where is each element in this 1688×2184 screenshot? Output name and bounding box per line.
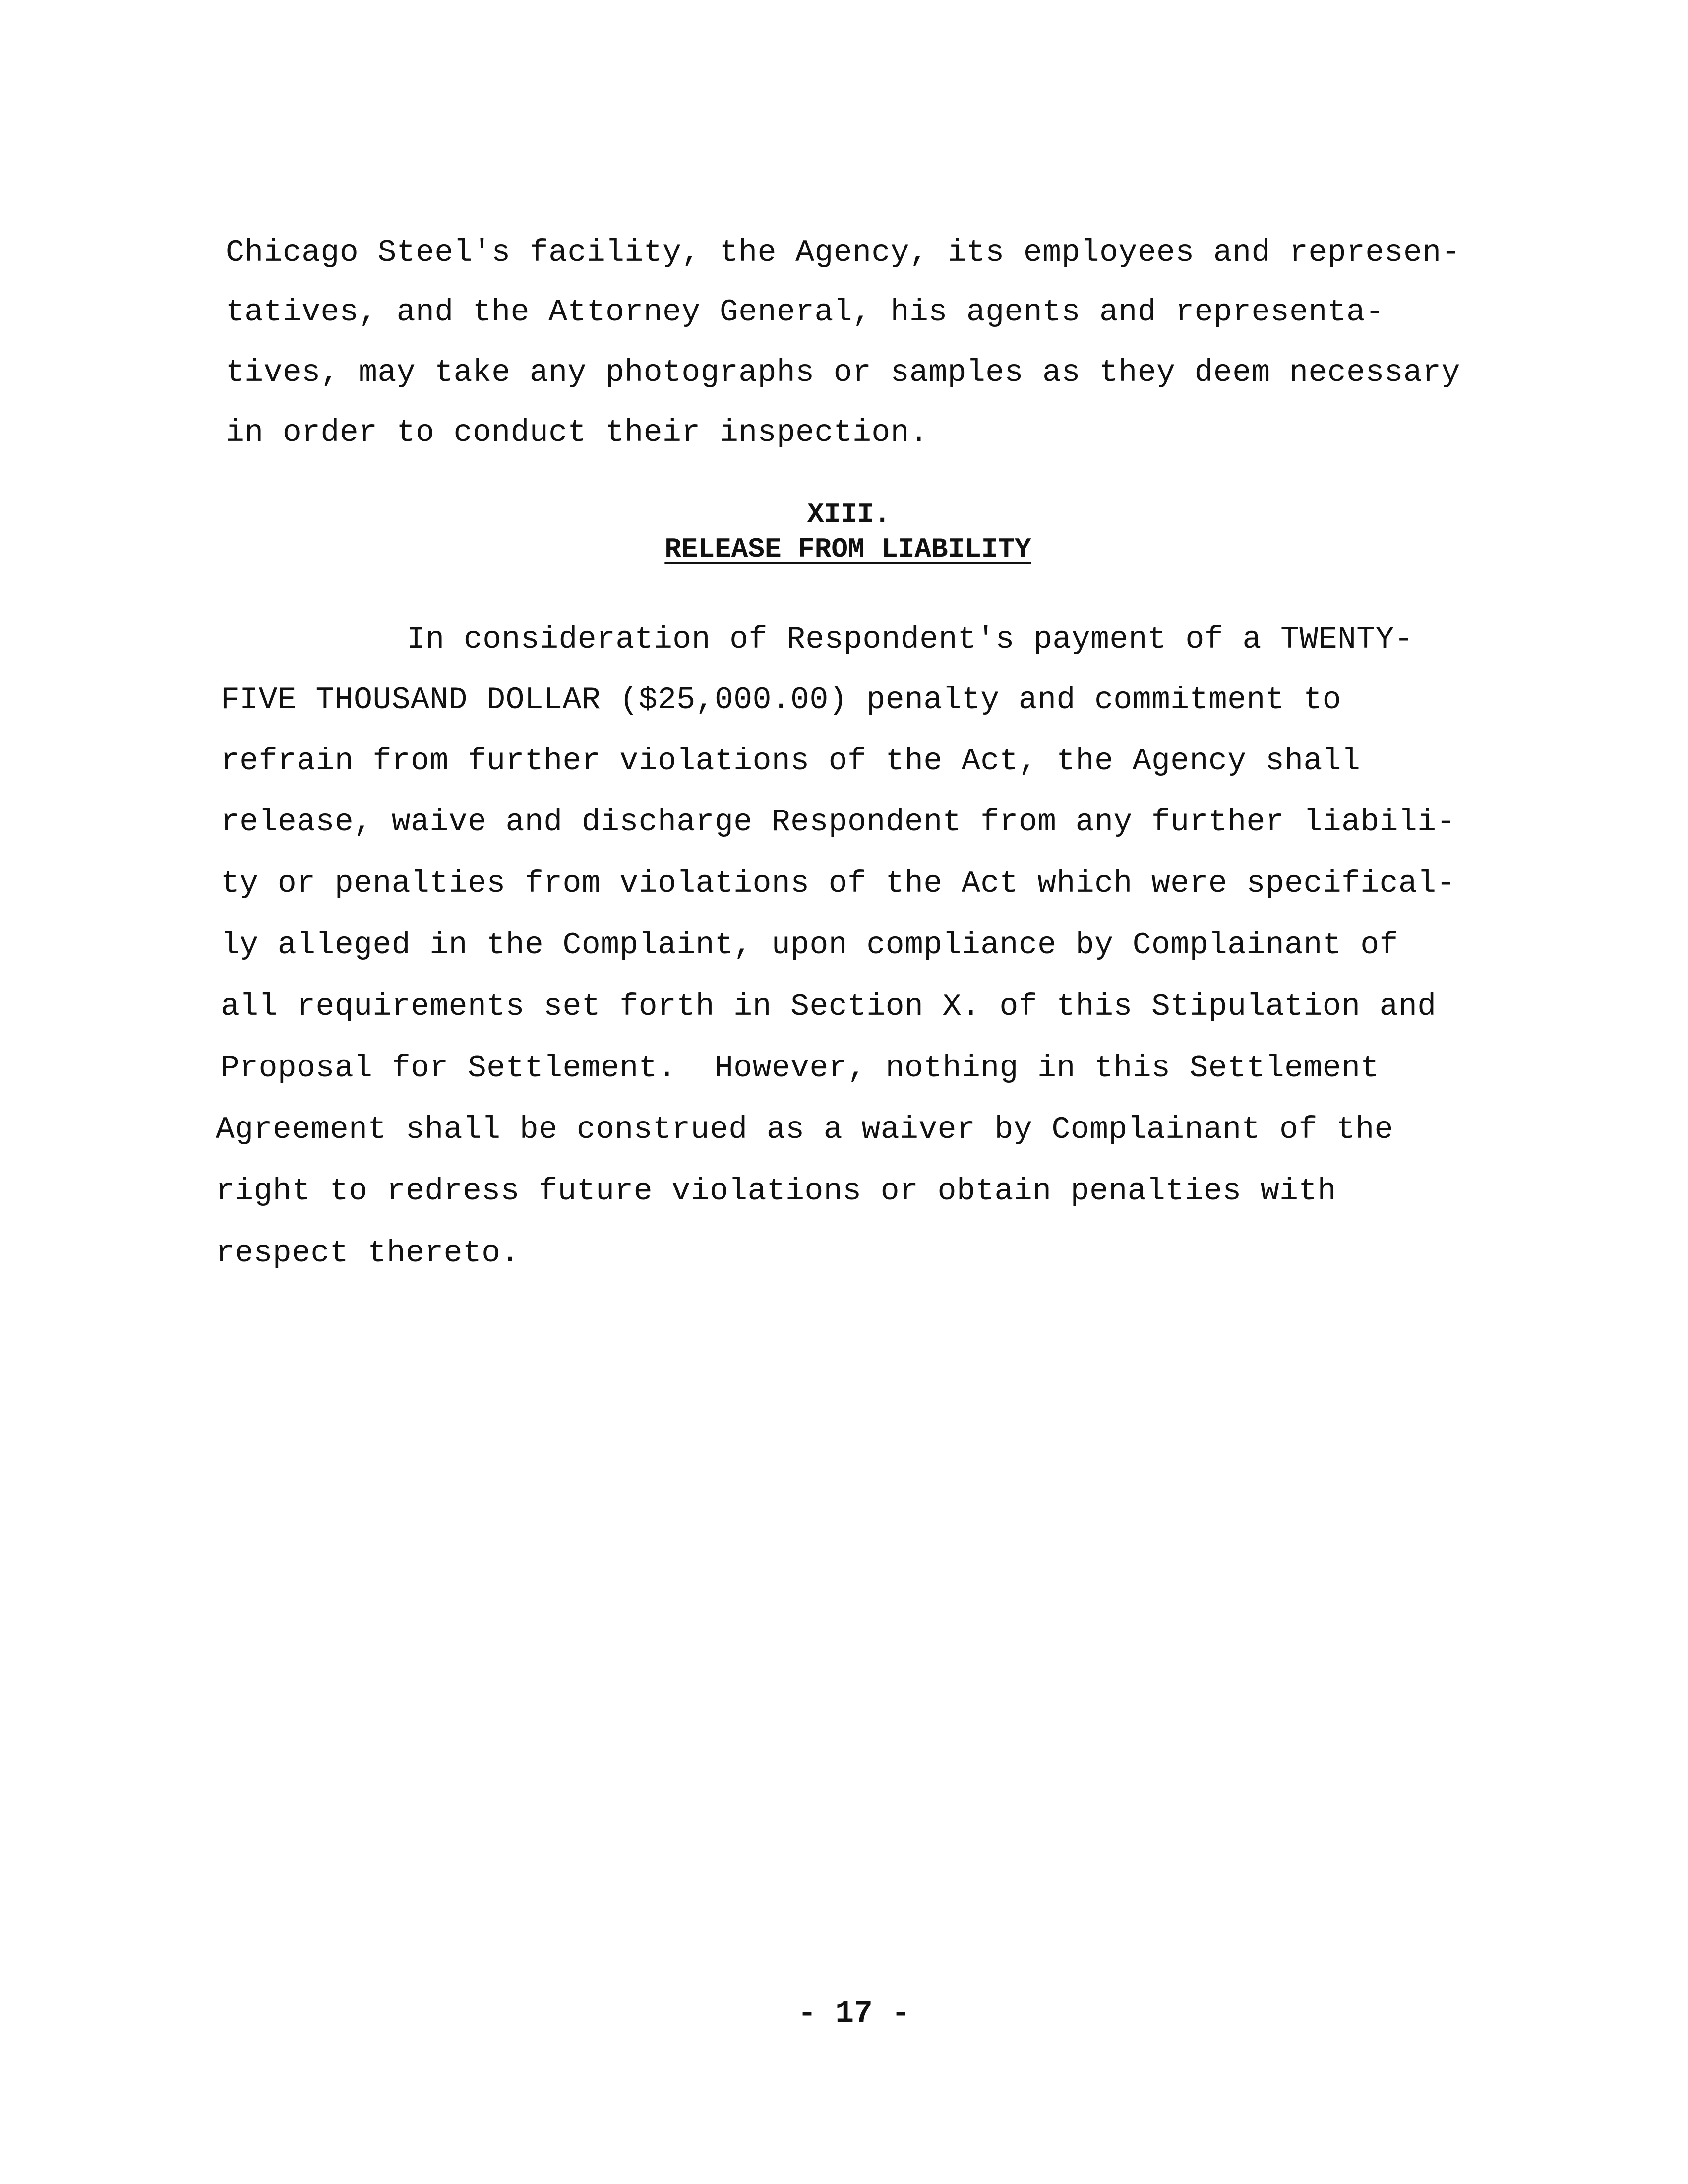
text-line: ty or penalties from violations of the Act which were specifical- bbox=[221, 866, 1455, 901]
text-line: In consideration of Respondent's payment of a TWENTY- bbox=[407, 622, 1414, 657]
text-line: in order to conduct their inspection. bbox=[226, 415, 929, 450]
text-line: release, waive and discharge Respondent from any further liabili- bbox=[221, 805, 1455, 840]
text-line: tatives, and the Attorney General, his agents and representa- bbox=[226, 295, 1385, 330]
section-title-text: RELEASE FROM LIABILITY bbox=[664, 533, 1031, 565]
section-number: XIII. bbox=[807, 499, 891, 530]
text-line: Proposal for Settlement. However, nothing in this Settlement bbox=[221, 1051, 1380, 1086]
text-line: ly alleged in the Complaint, upon compliance by Complainant of bbox=[221, 928, 1398, 963]
section-title bbox=[4, 533, 1688, 565]
text-line: all requirements set forth in Section X. of this Stipulation and bbox=[221, 989, 1437, 1024]
page-number: - 17 - bbox=[797, 1996, 910, 2031]
text-line: FIVE THOUSAND DOLLAR ($25,000.00) penalty and commitment to bbox=[221, 683, 1342, 718]
text-line: refrain from further violations of the Act, the Agency shall bbox=[221, 744, 1361, 779]
text-line: right to redress future violations or obtain penalties with bbox=[216, 1174, 1337, 1209]
text-line: Agreement shall be construed as a waiver by Complainant of the bbox=[216, 1112, 1393, 1147]
text-line: tives, may take any photographs or samples as they deem necessary bbox=[226, 355, 1460, 390]
text-line: Chicago Steel's facility, the Agency, its employees and represen- bbox=[226, 235, 1460, 270]
text-line: respect thereto. bbox=[216, 1236, 520, 1271]
